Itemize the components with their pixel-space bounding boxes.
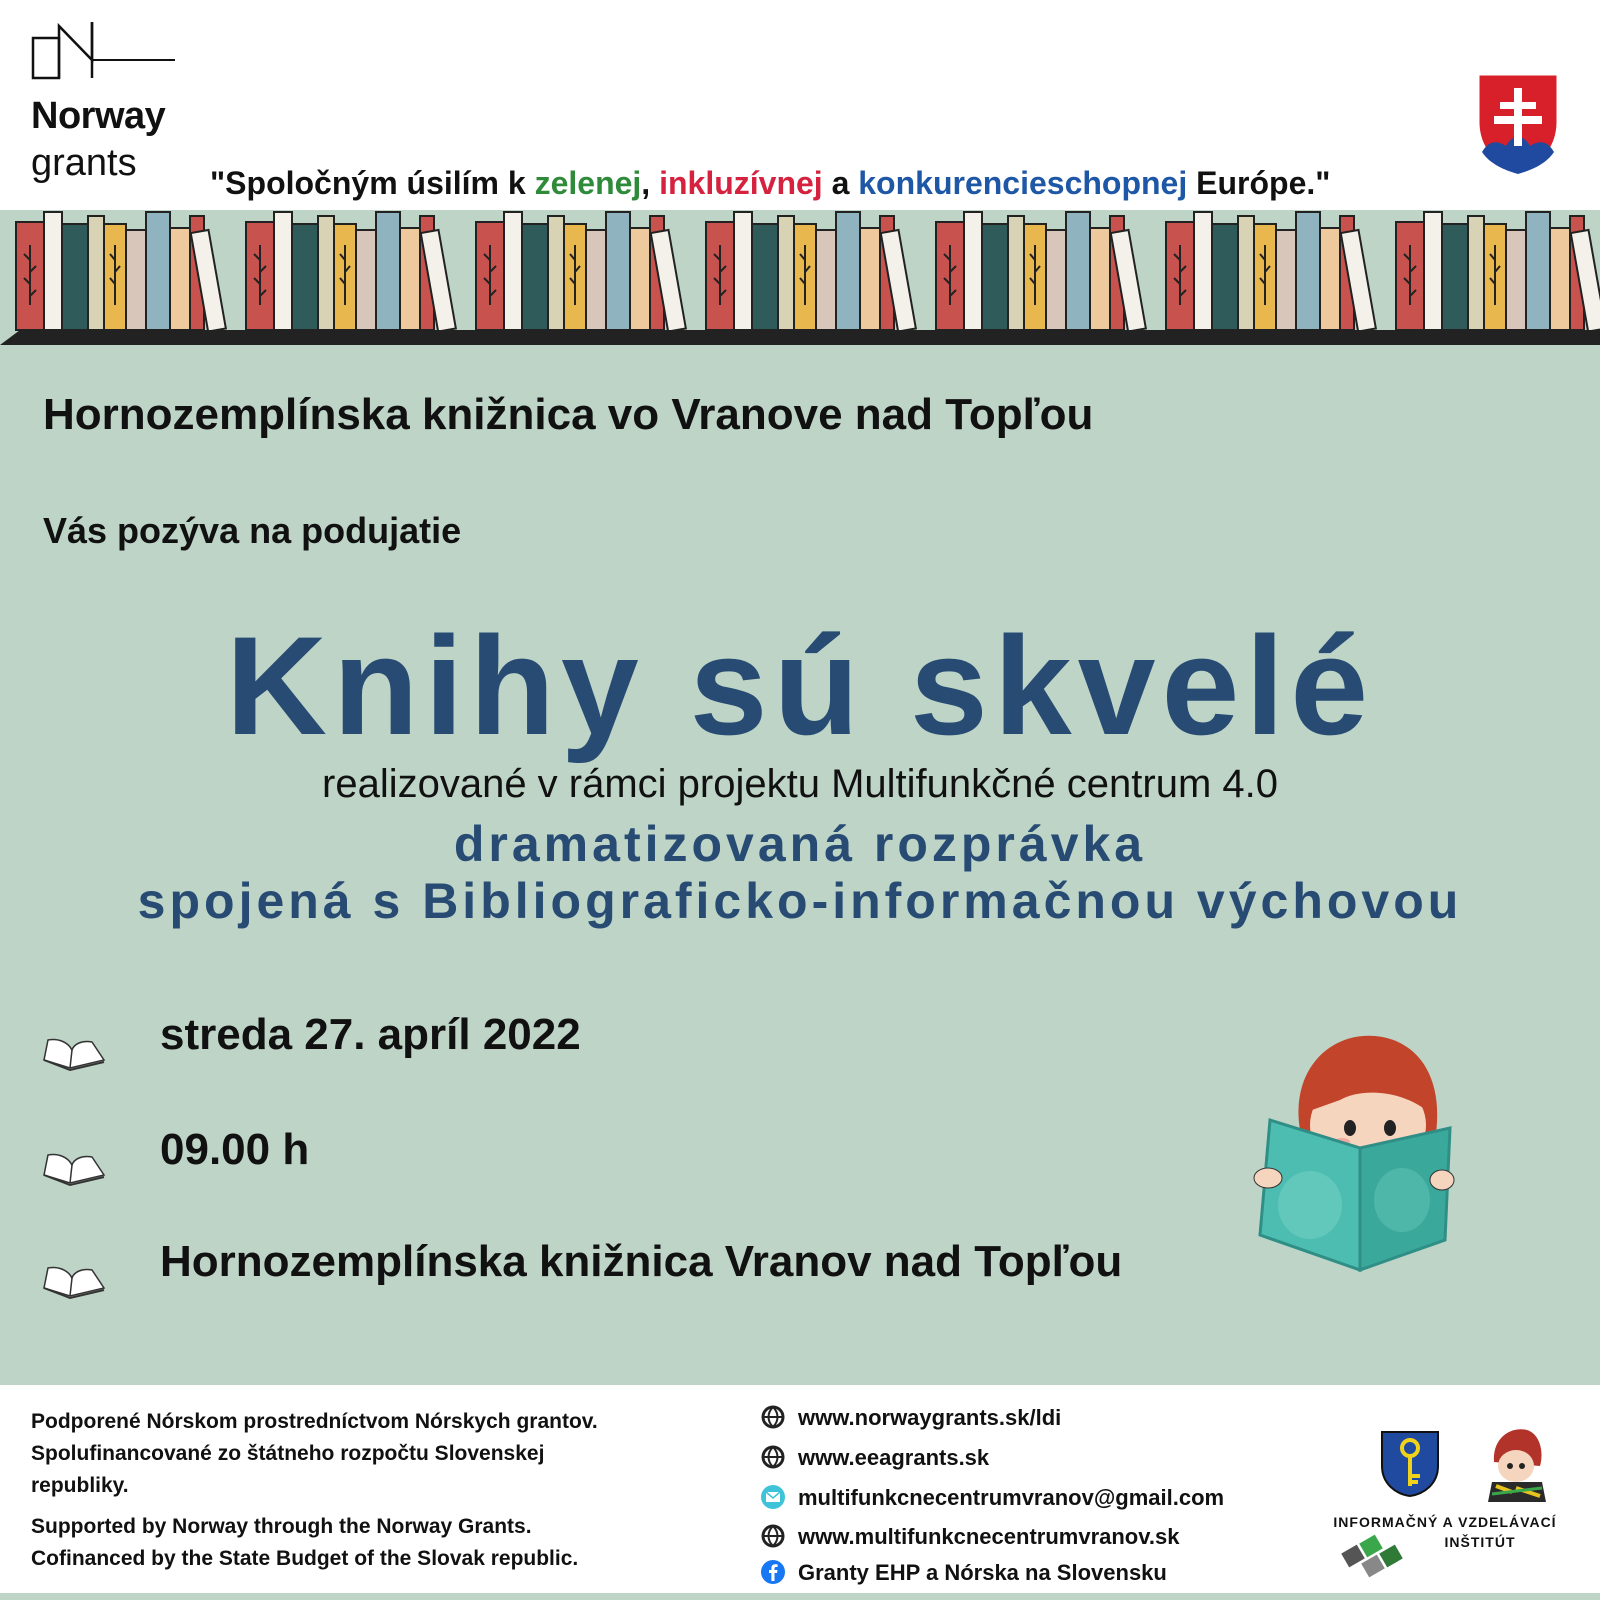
logo-subtitle: grants: [31, 142, 137, 184]
norway-grants-logo-icon: [30, 18, 180, 84]
globe-icon: [760, 1444, 786, 1470]
tagline-part1: "Spoločným úsilím k: [210, 165, 535, 201]
tagline-part2: Európe.": [1187, 165, 1331, 201]
organizer-name: Hornozemplínska knižnica vo Vranove nad Topľou: [43, 390, 1094, 439]
contact-website[interactable]: [760, 1523, 1280, 1557]
girl-reading-book-icon: [1250, 1030, 1460, 1275]
facebook-icon: [760, 1559, 786, 1585]
open-book-icon: [42, 1258, 106, 1302]
contact-eeagrants[interactable]: [760, 1444, 1280, 1478]
event-title: Knihy sú skvelé: [225, 607, 1375, 764]
contact-text[interactable]: www.norwaygrants.sk/ldi: [798, 1405, 1062, 1430]
tagline-sep2: a: [822, 165, 859, 201]
mail-icon: [760, 1484, 786, 1510]
bottom-strip: [0, 1593, 1600, 1600]
description-line-2: spojená s Bibliograficko-informačnou výchovou: [137, 873, 1463, 929]
tagline: [210, 165, 1330, 202]
puzzle-logo-icon: [1340, 1532, 1406, 1582]
event-venue: Hornozemplínska knižnica Vranov nad Topľou: [160, 1237, 1123, 1286]
tagline-red-word: inkluzívnej: [659, 165, 823, 201]
vranov-coat-of-arms-icon: [1380, 1430, 1440, 1498]
support-en-line-2: Cofinanced by the State Budget of the Slovak republic.: [31, 1547, 579, 1570]
invitation-text: Vás pozýva na podujatie: [43, 510, 462, 551]
support-sk-line-2: Spolufinancované zo štátneho rozpočtu Slovenskej: [31, 1442, 545, 1465]
contact-facebook[interactable]: [760, 1559, 1280, 1593]
slovak-coat-of-arms-icon: [1476, 72, 1560, 176]
contact-norwaygrants[interactable]: [760, 1404, 1280, 1438]
globe-icon: [760, 1523, 786, 1549]
institute-line-2: INŠTITÚT: [1444, 1534, 1516, 1550]
contact-text[interactable]: multifunkcnecentrumvranov@gmail.com: [798, 1485, 1225, 1510]
tagline-blue-word: konkurencieschopnej: [858, 165, 1188, 201]
support-text-en: [31, 1511, 578, 1575]
description-line-1: dramatizovaná rozprávka: [453, 816, 1147, 872]
event-time: 09.00 h: [160, 1125, 310, 1174]
contact-email[interactable]: [760, 1484, 1280, 1518]
tagline-green-word: zelenej: [534, 165, 642, 201]
project-line: realizované v rámci projektu Multifunkčné centrum 4.0: [322, 762, 1278, 806]
contact-text[interactable]: www.multifunkcnecentrumvranov.sk: [798, 1524, 1180, 1549]
support-en-line-1: Supported by Norway through the Norway Grants.: [31, 1515, 532, 1538]
logo-title: Norway: [31, 95, 166, 137]
contact-text[interactable]: www.eeagrants.sk: [798, 1445, 990, 1470]
support-sk-line-3: republiky.: [31, 1474, 129, 1497]
tagline-sep1: ,: [641, 165, 660, 201]
open-book-icon: [42, 1145, 106, 1189]
event-date: streda 27. apríl 2022: [160, 1010, 581, 1059]
institute-line-1: INFORMAČNÝ A VZDELÁVACÍ: [1333, 1514, 1557, 1530]
open-book-icon: [42, 1030, 106, 1074]
globe-icon: [760, 1404, 786, 1430]
support-sk-line-1: Podporené Nórskom prostredníctvom Nórskych grantov.: [31, 1410, 598, 1433]
institute-mascot-icon: [1482, 1422, 1552, 1506]
contact-text[interactable]: Granty EHP a Nórska na Slovensku: [798, 1560, 1167, 1585]
support-text-sk: [31, 1406, 598, 1502]
bookshelf-banner-icon: [0, 210, 1600, 345]
